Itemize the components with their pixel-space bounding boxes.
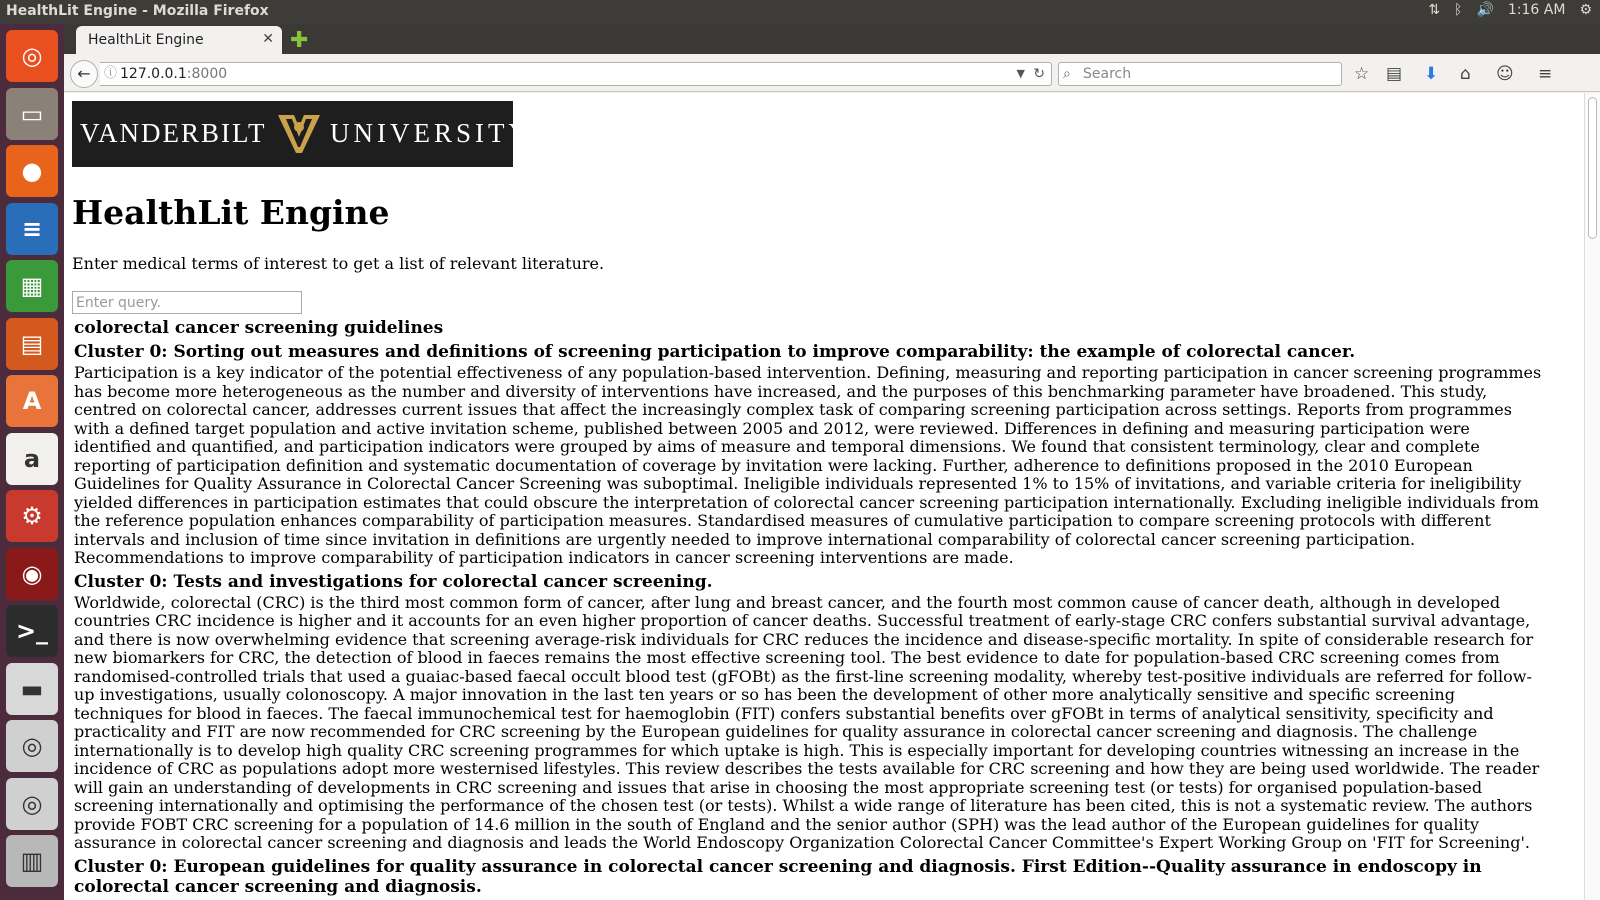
home-icon[interactable]: ⌂ [1460, 64, 1471, 84]
url-port: :8000 [186, 66, 228, 82]
query-echo: colorectal cancer screening guidelines [74, 318, 444, 338]
firefox-icon[interactable]: ● [6, 145, 58, 197]
launcher [0, 24, 64, 900]
close-tab-icon[interactable]: ✕ [262, 31, 274, 47]
result-title: Cluster 0: European guidelines for quality assurance in colorectal cancer screening and diagnosis. First Edition--Quality assurance in endoscopy in colorectal cancer screening and diagnosis. [74, 856, 1482, 897]
navigation-toolbar [64, 54, 1600, 92]
impress-icon[interactable]: ▤ [6, 318, 58, 370]
url-bar[interactable] [100, 62, 1052, 86]
back-button[interactable]: ← [70, 60, 98, 88]
menu-icon[interactable]: ≡ [1538, 64, 1553, 84]
volume-icon[interactable]: 🔊 [1476, 2, 1494, 18]
terminal-icon[interactable]: >_ [6, 605, 58, 657]
query-input[interactable] [72, 291, 302, 314]
system-settings-icon[interactable]: ⚙ [6, 490, 58, 542]
vanderbilt-logo [72, 101, 532, 167]
result-item [74, 572, 1548, 853]
ubuntu-dash-icon[interactable]: ◎ [6, 30, 58, 82]
system-tray [1428, 2, 1592, 18]
dvd-icon[interactable]: ◎ [6, 778, 58, 830]
page-scrollbar[interactable] [1584, 93, 1600, 900]
tab-healthlit[interactable] [76, 26, 282, 54]
page-title: HealthLit Engine [72, 193, 390, 232]
system-top-bar [0, 0, 1600, 24]
result-title: Cluster 0: Tests and investigations for colorectal cancer screening. [74, 571, 713, 592]
page-content [72, 101, 1548, 897]
trash-icon[interactable]: ▥ [6, 835, 58, 887]
bookmarks-list-icon[interactable]: ▤ [1386, 64, 1403, 84]
network-icon[interactable]: ⇅ [1428, 2, 1441, 18]
firefox-window [64, 24, 1600, 900]
save-disk-icon[interactable]: ▬ [6, 663, 58, 715]
chat-icon[interactable]: ☺ [1496, 64, 1514, 84]
amazon-icon[interactable]: a [6, 433, 58, 485]
result-abstract: Worldwide, colorectal (CRC) is the third most common form of cancer, after lung and breast cancer, and the fourth most common cause of cancer death, although in developed countries CRC incidence is higher and it accounts for an even higher proportion of cancer deaths. Successful treatment of early-stage CRC confers substantial survival advantage, and there is now overwhelming evidence that screening average-risk individuals for CRC reduces the incidence and disease-specific mortality. In spite of considerable research for new biomarkers for CRC, the detection of blood in faeces remains the most effective screening tool. The best evidence to date for population-based CRC screening comes from randomised-controlled trials that used a guaiac-based faecal occult blood test (gFOBt) as the first-line screening modality, whereby test-positive individuals are referred for follow-up investigations, usually colonoscopy. A major innovation in the last ten years or so has been the development of other more analytically sensitive and specific screening techniques for blood in faeces. The faecal immunochemical test for haemoglobin (FIT) confers substantial benefits over gFOBt in terms of analytical sensitivity, specificity and practicality and FIT are now recommended for CRC screening by the European guidelines for quality assurance in colorectal cancer screening and diagnosis. The challenge internationally is to develop high quality CRC screening programmes for which uptake is high. This is especially important for developing countries witnessing an increase in the incidence of CRC as populations adopt more westernised lifestyles. This review describes the tests available for CRC screening and how they are being used worldwide. The reader will gain an understanding of developments in CRC screening and issues that arise in choosing the most appropriate screening test (or tests) for organised population-based screening internationally and optimising the performance of the chosen test (or tests). Whilst a wide range of literature has been cited, this is not a systematic review. The authors provide FOBT CRC screening for a population of 14.6 million in the south of England and the senior author (SPH) was the lead author of the European guidelines for quality assurance in colorectal cancer screening and diagnosis and leads the World Endoscopy Organization Colorectal Cancer Committee's Expert Working Group on 'FIT for Screening'. [74, 592, 1540, 852]
result-abstract: Participation is a key indicator of the potential effectiveness of any population-based intervention. Defining, measuring and reporting participation in cancer screening programmes has become more heterogeneous as the number and diversity of interventions have increased, and the purposes of this benchmarking parameter have broadened. This study, centred on colorectal cancer, addresses current issues that affect the increasingly complex task of comparing screening participation across settings. Reports from programmes with a defined target population and active invitation scheme, published between 2005 and 2012, were reviewed. Differences in defining and measuring participation were identified and quantified, and participation indicators were grouped by aims of measure and temporal dimensions. We found that consistent terminology, clear and complete reporting of participation definition and systematic documentation of coverage by invitation were lacking. Further, adherence to definitions proposed in the 2010 European Guidelines for Quality Assurance in Colorectal Cancer Screening was suboptimal. Ineligible individuals represented 1% to 15% of invitations, and variable criteria for ineligibility yielded differences in participation estimates that could obscure the interpretation of colorectal cancer screening participation internationally. Excluding ineligible individuals from the reference population enhances comparability of participation measures. Standardised measures of cumulative participation to compare screening protocols with different intervals and inclusion of time since invitation in definitions are urgently needed to improve international comparability of colorectal cancer screening participation. Recommendations to improve comparability of participation indicators in cancer screening interventions are made. [74, 363, 1542, 567]
new-tab-icon[interactable]: ✚ [290, 28, 309, 53]
session-gear-icon[interactable]: ⚙ [1579, 2, 1592, 18]
writer-icon[interactable]: ≡ [6, 203, 58, 255]
url-text [120, 63, 227, 85]
logo-text-right: UNIVERSITY [330, 118, 532, 148]
vanderbilt-v-oak-icon [276, 111, 322, 155]
scrollbar-thumb[interactable] [1588, 97, 1597, 239]
search-bar[interactable] [1058, 62, 1342, 86]
url-dropdown-icon[interactable]: ▼ [1016, 67, 1025, 80]
reload-icon[interactable]: ↻ [1033, 66, 1045, 82]
bookmark-star-icon[interactable]: ☆ [1354, 64, 1370, 84]
downloads-icon[interactable]: ⬇ [1424, 64, 1439, 84]
result-title: Cluster 0: Sorting out measures and definitions of screening participation to improve comparability: the example of colorectal cancer. [74, 342, 1356, 362]
page-viewport [64, 93, 1584, 900]
tab-title: HealthLit Engine [88, 32, 204, 48]
unknown-app-icon[interactable]: ◉ [6, 548, 58, 600]
search-placeholder: Search [1083, 66, 1132, 82]
bluetooth-icon[interactable]: ᛒ [1454, 2, 1463, 18]
software-center-icon[interactable]: A [6, 375, 58, 427]
dvd-icon[interactable]: ◎ [6, 720, 58, 772]
result-item [74, 342, 1548, 568]
results-list [74, 318, 1548, 897]
site-identity-icon[interactable]: ⓘ [104, 66, 118, 81]
result-item [74, 857, 1548, 897]
logo-text-left: VANDERBILT [80, 118, 267, 148]
calc-icon[interactable]: ▦ [6, 260, 58, 312]
intro-text: Enter medical terms of interest to get a list of relevant literature. [72, 254, 605, 273]
url-host: 127.0.0.1 [120, 66, 187, 82]
files-icon[interactable]: ▭ [6, 88, 58, 140]
tab-strip [64, 24, 1600, 54]
search-icon: ⌕ [1063, 66, 1071, 82]
clock[interactable]: 1:16 AM [1507, 2, 1566, 18]
window-title: HealthLit Engine - Mozilla Firefox [6, 3, 269, 19]
